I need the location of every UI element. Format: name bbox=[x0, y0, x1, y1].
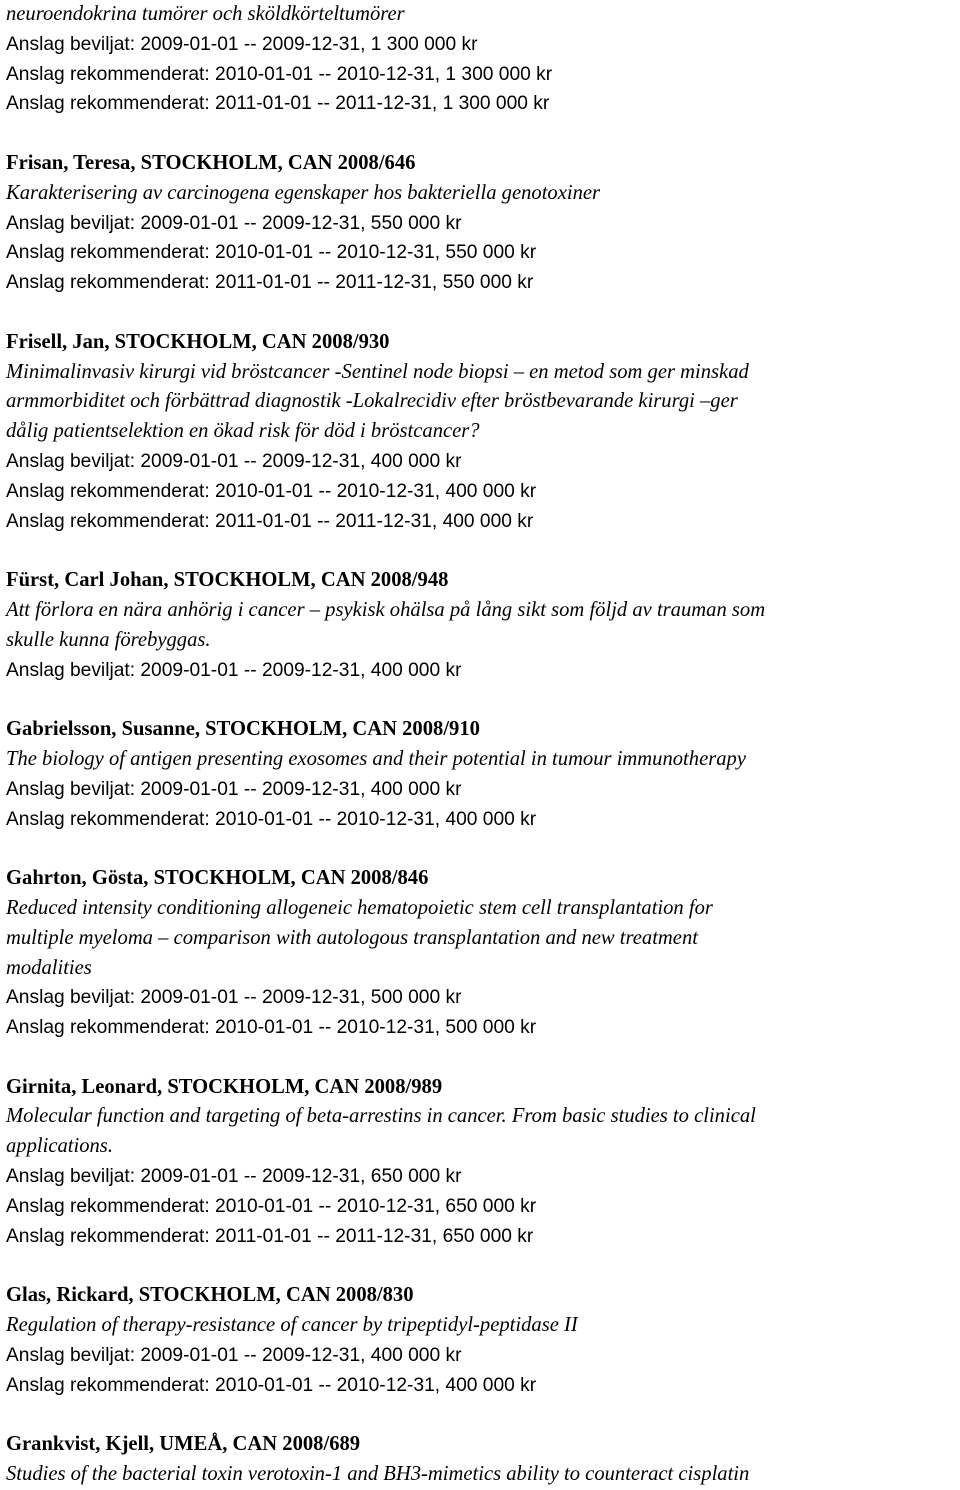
grant-line: Anslag rekommenderat: 2010-01-01 -- 2010-12-31, 550 000 kr bbox=[6, 242, 537, 264]
project-title-line: The biology of antigen presenting exosomes and their potential in tumour immunotherapy bbox=[6, 747, 746, 770]
project-title-line: modalities bbox=[6, 956, 92, 979]
project-title-line: Reduced intensity conditioning allogeneic hematopoietic stem cell transplantation for bbox=[6, 896, 713, 919]
grant-entry bbox=[6, 566, 960, 685]
project-title-line: Att förlora en nära anhörig i cancer – psykisk ohälsa på lång sikt som följd av trauman som bbox=[6, 598, 766, 621]
project-title-line: Molecular function and targeting of beta-arrestins in cancer. From basic studies to clinical bbox=[6, 1105, 756, 1128]
project-title-line: applications. bbox=[6, 1135, 113, 1158]
grant-line: Anslag beviljat: 2009-01-01 -- 2009-12-31, 400 000 kr bbox=[6, 778, 462, 800]
grant-line: Anslag beviljat: 2009-01-01 -- 2009-12-31, 1 300 000 kr bbox=[6, 33, 478, 55]
project-title-line: skulle kunna förebyggas. bbox=[6, 628, 211, 651]
grant-line: Anslag rekommenderat: 2011-01-01 -- 2011-12-31, 400 000 kr bbox=[6, 510, 534, 532]
grant-entry bbox=[6, 864, 960, 1043]
grant-entry bbox=[6, 149, 960, 298]
grant-line: Anslag rekommenderat: 2010-01-01 -- 2010-12-31, 650 000 kr bbox=[6, 1195, 537, 1217]
applicant-header: Gabrielsson, Susanne, STOCKHOLM, CAN 2008/910 bbox=[6, 718, 480, 741]
project-title-line: Karakterisering av carcinogena egenskaper hos bakteriella genotoxiner bbox=[6, 181, 601, 204]
project-title-line: neuroendokrina tumörer och sköldkörteltumörer bbox=[6, 3, 405, 25]
grant-line: Anslag beviljat: 2009-01-01 -- 2009-12-31, 500 000 kr bbox=[6, 987, 462, 1009]
grant-entry bbox=[6, 328, 960, 537]
grant-entry bbox=[6, 1430, 960, 1490]
grant-line: Anslag rekommenderat: 2010-01-01 -- 2010-12-31, 500 000 kr bbox=[6, 1017, 537, 1039]
grant-entry bbox=[6, 1073, 960, 1252]
grant-line: Anslag rekommenderat: 2010-01-01 -- 2010-12-31, 400 000 kr bbox=[6, 1374, 537, 1396]
grant-line: Anslag rekommenderat: 2010-01-01 -- 2010-12-31, 400 000 kr bbox=[6, 808, 537, 830]
grant-list bbox=[6, 0, 960, 1490]
project-title-line: armmorbiditet och förbättrad diagnostik -Lokalrecidiv efter bröstbevarande kirurgi –ger bbox=[6, 390, 738, 413]
applicant-header: Girnita, Leonard, STOCKHOLM, CAN 2008/989 bbox=[6, 1075, 443, 1098]
grant-line: Anslag rekommenderat: 2011-01-01 -- 2011-12-31, 650 000 kr bbox=[6, 1225, 534, 1247]
project-title-line: dålig patientselektion en ökad risk för död i bröstcancer? bbox=[6, 420, 480, 443]
applicant-header: Fürst, Carl Johan, STOCKHOLM, CAN 2008/948 bbox=[6, 569, 449, 592]
grant-line: Anslag rekommenderat: 2011-01-01 -- 2011-12-31, 550 000 kr bbox=[6, 272, 534, 294]
grant-line: Anslag beviljat: 2009-01-01 -- 2009-12-31, 400 000 kr bbox=[6, 1344, 462, 1366]
applicant-header: Frisan, Teresa, STOCKHOLM, CAN 2008/646 bbox=[6, 151, 416, 174]
applicant-header: Grankvist, Kjell, UMEÅ, CAN 2008/689 bbox=[6, 1433, 361, 1456]
grant-line: Anslag rekommenderat: 2010-01-01 -- 2010-12-31, 400 000 kr bbox=[6, 480, 537, 502]
project-title-line: Studies of the bacterial toxin verotoxin-1 and BH3-mimetics ability to counteract cisplatin bbox=[6, 1463, 750, 1486]
applicant-header: Frisell, Jan, STOCKHOLM, CAN 2008/930 bbox=[6, 330, 390, 353]
applicant-header: Gahrton, Gösta, STOCKHOLM, CAN 2008/846 bbox=[6, 867, 429, 890]
grant-line: Anslag rekommenderat: 2011-01-01 -- 2011-12-31, 1 300 000 kr bbox=[6, 93, 550, 115]
grant-line: Anslag beviljat: 2009-01-01 -- 2009-12-31, 650 000 kr bbox=[6, 1166, 462, 1188]
grant-entry bbox=[6, 0, 960, 119]
project-title-line: multiple myeloma – comparison with autologous transplantation and new treatment bbox=[6, 926, 698, 949]
grant-line: Anslag rekommenderat: 2010-01-01 -- 2010-12-31, 1 300 000 kr bbox=[6, 63, 553, 85]
project-title-line: Regulation of therapy-resistance of cancer by tripeptidyl-peptidase II bbox=[6, 1314, 578, 1337]
grant-entry bbox=[6, 715, 960, 834]
project-title-line: Minimalinvasiv kirurgi vid bröstcancer -Sentinel node biopsi – en metod som ger minskad bbox=[6, 360, 749, 383]
applicant-header: Glas, Rickard, STOCKHOLM, CAN 2008/830 bbox=[6, 1284, 414, 1307]
grant-line: Anslag beviljat: 2009-01-01 -- 2009-12-31, 550 000 kr bbox=[6, 212, 462, 234]
grant-line: Anslag beviljat: 2009-01-01 -- 2009-12-31, 400 000 kr bbox=[6, 450, 462, 472]
grant-line: Anslag beviljat: 2009-01-01 -- 2009-12-31, 400 000 kr bbox=[6, 659, 462, 681]
grant-entry bbox=[6, 1281, 960, 1400]
